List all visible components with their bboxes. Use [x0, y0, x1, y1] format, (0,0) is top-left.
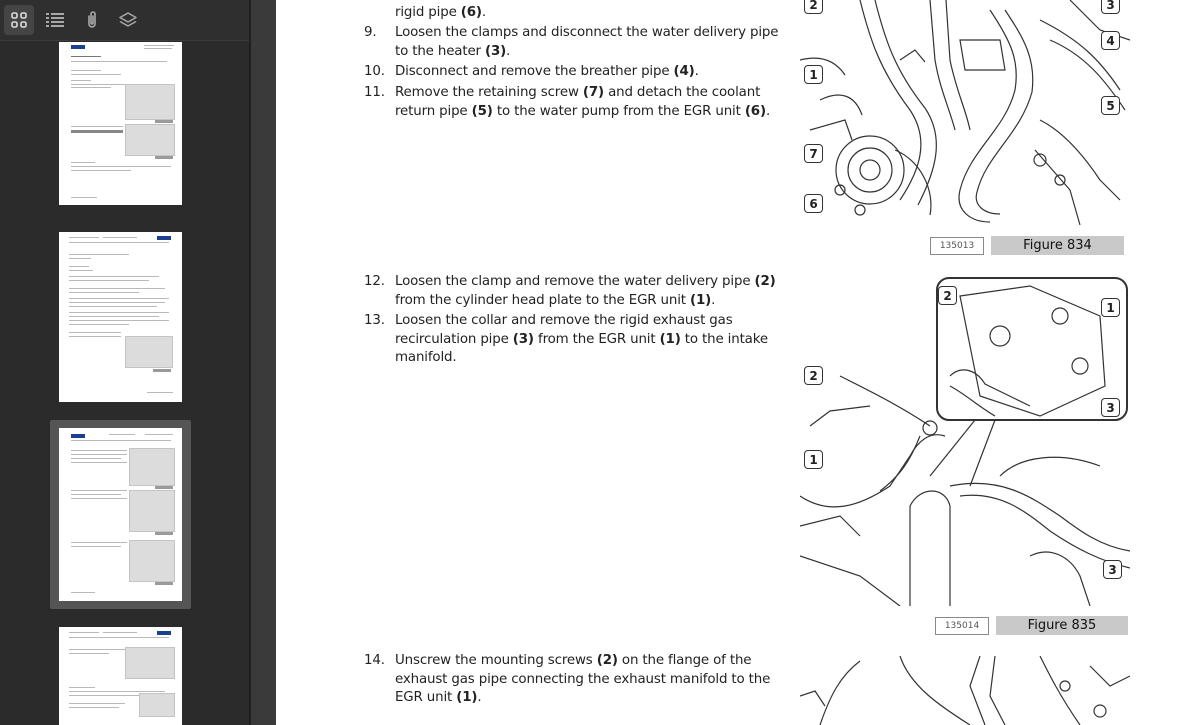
callout-label: 3 — [1101, 398, 1120, 417]
figure-caption: Figure 834 — [991, 236, 1124, 255]
figure-code: 135013 — [930, 237, 984, 255]
callout-label: 3 — [1101, 0, 1120, 14]
step-text: Loosen the clamp and remove the water delivery pipe (2) from the cylinder head plate to the EGR unit (1). — [395, 274, 776, 308]
callout-label: 1 — [1101, 298, 1120, 317]
list-icon — [45, 12, 65, 28]
step-number: 14. — [364, 653, 385, 668]
step-number: 10. — [364, 64, 385, 79]
outline-view-button[interactable] — [40, 5, 70, 35]
page-thumbnail[interactable] — [59, 627, 182, 725]
paperclip-icon — [85, 10, 99, 30]
figure-834-illustration — [800, 0, 1130, 230]
step-text: rigid pipe (6). — [395, 5, 486, 20]
figure-code: 135014 — [935, 617, 989, 635]
callout-label: 2 — [804, 0, 823, 14]
step-number: 11. — [364, 85, 385, 100]
callout-label: 3 — [1103, 560, 1122, 579]
thumbnails-view-button[interactable] — [4, 5, 34, 35]
page-thumbnail-current[interactable] — [59, 428, 182, 601]
thumbnail-sidebar — [0, 0, 249, 725]
callout-label: 2 — [938, 286, 957, 305]
attachments-view-button[interactable] — [77, 5, 107, 35]
page-gutter — [251, 0, 276, 725]
callout-label: 5 — [1101, 96, 1120, 115]
figure-835-illustration — [800, 276, 1130, 606]
figure-836-illustration — [800, 656, 1130, 725]
callout-label: 1 — [804, 65, 823, 84]
callout-label: 2 — [804, 366, 823, 385]
step-number: 13. — [364, 313, 385, 328]
callout-label: 6 — [804, 194, 823, 213]
layers-view-button[interactable] — [113, 5, 143, 35]
step-text: Loosen the collar and remove the rigid exhaust gas recirculation pipe (3) from the EGR unit (1) to the intake manifold. — [395, 313, 768, 365]
page-thumbnail[interactable] — [59, 42, 182, 205]
step-text: Remove the retaining screw (7) and detach the coolant return pipe (5) to the water pump from the EGR unit (6). — [395, 85, 771, 119]
page-thumbnail[interactable] — [59, 232, 182, 402]
step-number: 9. — [364, 25, 377, 40]
figure-caption: Figure 835 — [996, 616, 1128, 635]
step-text: Unscrew the mounting screws (2) on the flange of the exhaust gas pipe connecting the exhaust manifold to the EGR unit (1). — [395, 653, 771, 705]
step-number: 12. — [364, 274, 385, 289]
callout-label: 4 — [1101, 31, 1120, 50]
callout-label: 1 — [804, 450, 823, 469]
grid-icon — [11, 12, 27, 28]
step-text: Loosen the clamps and disconnect the water delivery pipe to the heater (3). — [395, 25, 779, 59]
callout-label: 7 — [804, 144, 823, 163]
layers-icon — [118, 11, 138, 29]
step-text: Disconnect and remove the breather pipe (4). — [395, 64, 699, 79]
sidebar-toolbar — [0, 0, 249, 41]
